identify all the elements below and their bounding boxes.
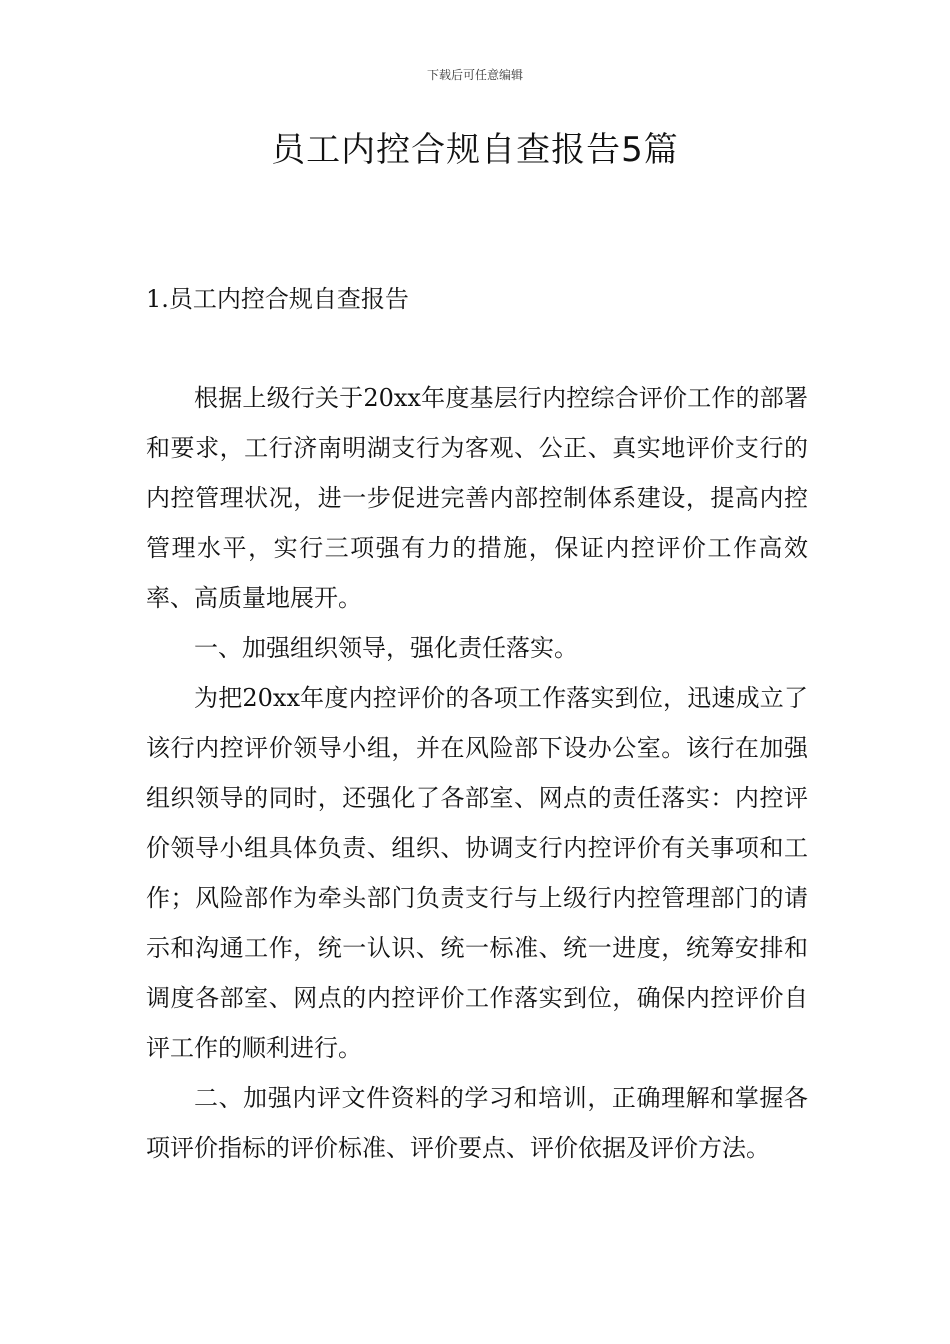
section-heading: 1.员工内控合规自查报告	[146, 285, 409, 313]
paragraph-point-one: 一、加强组织领导，强化责任落实。	[194, 634, 578, 662]
header-note: 下载后可任意编辑	[426, 68, 523, 82]
paragraph-intro: 根据上级行关于20xx年度基层行内控综合评价工作的部署和要求，工行济南明湖支行为客观、公正、真实地评价支行的内控管理状况，进一步促进完善内部控制体系建设，提高内控管理水平，实行三项强有力的措施，保证内控评价工作高效率、高质量地展开。	[146, 384, 808, 612]
paragraph-point-one-detail: 为把20xx年度内控评价的各项工作落实到位，迅速成立了该行内控评价领导小组，并在风险部下设办公室。该行在加强组织领导的同时，还强化了各部室、网点的责任落实：内控评价领导小组具体负责、组织、协调支行内控评价有关事项和工作；风险部作为牵头部门负责支行与上级行内控管理部门的请示和沟通工作，统一认识、统一标准、统一进度，统筹安排和调度各部室、网点的内控评价工作落实到位，确保内控评价自评工作的顺利进行。	[146, 684, 808, 1062]
document-body	[146, 373, 808, 1173]
paragraph-point-two: 二、加强内评文件资料的学习和培训，正确理解和掌握各项评价指标的评价标准、评价要点、评价依据及评价方法。	[146, 1084, 808, 1162]
document-title: 员工内控合规自查报告5篇	[271, 130, 679, 170]
